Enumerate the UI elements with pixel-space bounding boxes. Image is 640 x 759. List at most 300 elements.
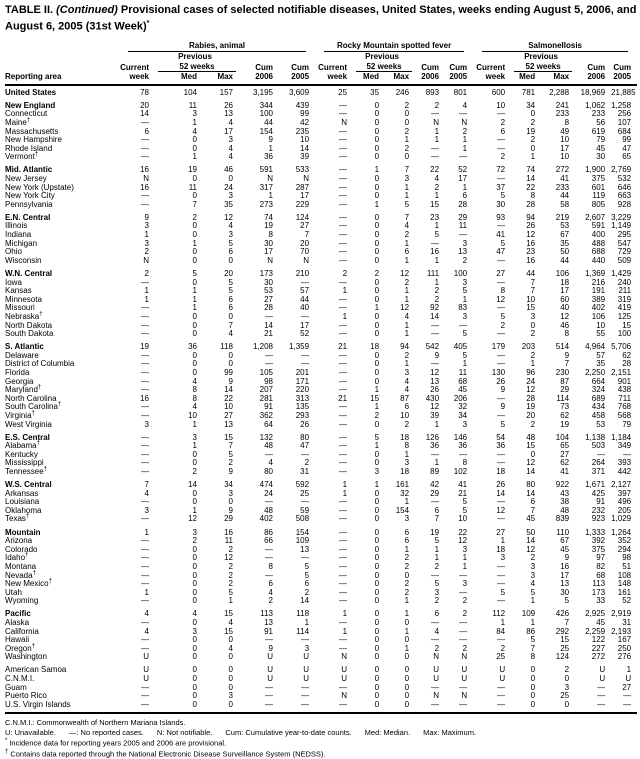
value-cell: 0 — [192, 247, 197, 257]
value-cell: 442 — [617, 467, 632, 476]
value-cell: 5 — [462, 350, 468, 360]
value-cell: N — [433, 117, 440, 127]
value-cell: 0 — [404, 652, 410, 662]
value-cell: 97 — [596, 553, 606, 563]
value-cell: 124 — [295, 212, 310, 222]
legend-not-notifiable: N: Not notifiable. — [156, 727, 213, 737]
value-cell: 16 — [224, 527, 233, 537]
value-cell: — — [339, 143, 348, 153]
value-cell: 2 — [462, 255, 468, 265]
value-cell: 405 — [453, 342, 468, 352]
value-cell: — — [497, 579, 506, 589]
table-row — [5, 490, 637, 499]
year-2006-label: 2006 — [575, 72, 611, 85]
value-cell: 2 — [268, 596, 273, 606]
value-cell: 0 — [404, 674, 410, 684]
value-cell: 0 — [228, 652, 233, 662]
value-cell: 154 — [259, 126, 273, 136]
value-cell: 272 — [555, 165, 570, 175]
value-cell: 2 — [564, 665, 570, 675]
value-cell: 2 — [462, 126, 468, 136]
value-cell: 48 — [264, 441, 273, 451]
value-cell: 27 — [264, 294, 273, 304]
value-cell: 18 — [496, 544, 506, 554]
table-row — [5, 468, 637, 477]
value-cell: U — [499, 674, 506, 684]
value-cell: 125 — [617, 311, 632, 321]
value-cell: 352 — [617, 536, 632, 546]
value-cell: 44 — [560, 191, 570, 201]
value-cell: — — [141, 191, 149, 201]
legend-max: Max: Maximum. — [423, 727, 477, 737]
value-cell: 0 — [228, 255, 233, 265]
value-cell: — — [339, 359, 348, 369]
value-cell: 25 — [300, 488, 310, 498]
value-cell: 35 — [370, 87, 380, 97]
value-cell: 10 — [300, 135, 310, 145]
value-cell: 4 — [462, 100, 468, 110]
value-cell: 5 — [404, 199, 410, 209]
value-cell: 7 — [304, 230, 310, 240]
current-label: Current — [120, 62, 149, 72]
cum-label: Cum — [449, 62, 468, 72]
value-cell: 1 — [404, 544, 410, 554]
value-cell: 1 — [374, 441, 380, 451]
value-cell: 14 — [526, 536, 536, 546]
value-cell: 362 — [259, 410, 273, 420]
value-cell: 14 — [526, 467, 536, 476]
reporting-area-cell: Kentucky — [5, 449, 38, 459]
value-cell: 839 — [555, 514, 570, 524]
reporting-area-cell: Georgia — [5, 376, 34, 386]
value-cell: 1 — [192, 441, 197, 451]
value-cell: 729 — [617, 247, 632, 257]
value-cell: 663 — [617, 191, 632, 201]
value-cell: 1 — [404, 497, 410, 507]
value-cell: 4 — [228, 143, 233, 153]
value-cell: 45 — [526, 514, 536, 524]
value-cell: 600 — [491, 87, 506, 97]
value-cell: 1 — [530, 152, 536, 162]
year-2005-label: 2005 — [445, 72, 473, 85]
reporting-area-cell: Oklahoma — [5, 505, 42, 515]
max-label: Max — [203, 72, 239, 85]
value-cell: — — [339, 544, 348, 554]
value-cell: — — [265, 359, 273, 369]
value-cell: 2,259 — [585, 626, 606, 636]
reporting-area-cell: Ohio — [5, 247, 22, 257]
value-cell: — — [339, 561, 348, 571]
value-cell: 0 — [228, 674, 233, 684]
value-cell: 272 — [591, 652, 606, 662]
reporting-area-cell: Colorado — [5, 544, 38, 554]
value-cell: 1 — [462, 359, 468, 369]
value-cell: 1 — [626, 665, 632, 675]
value-cell: — — [339, 350, 348, 360]
table-row — [5, 85, 637, 98]
value-cell: 1 — [434, 277, 440, 287]
value-cell: 62 — [560, 410, 570, 420]
table-row — [5, 606, 637, 619]
value-cell: 0 — [192, 596, 197, 606]
value-cell: 0 — [530, 674, 536, 684]
value-cell: 240 — [617, 277, 632, 287]
value-cell: 87 — [400, 393, 410, 403]
value-cell: 2,769 — [611, 165, 632, 175]
value-cell: 3 — [374, 467, 380, 476]
value-cell: 39 — [300, 152, 310, 162]
value-cell: 62 — [622, 350, 632, 360]
value-cell: 2 — [434, 643, 440, 653]
value-cell: 24 — [526, 376, 536, 386]
value-cell: 3 — [228, 135, 233, 145]
value-cell: 146 — [453, 432, 468, 442]
value-cell: 28 — [264, 303, 273, 313]
value-cell: — — [497, 691, 506, 701]
value-cell: 2 — [530, 553, 536, 563]
value-cell: 15 — [430, 199, 440, 209]
value-cell: 514 — [555, 342, 570, 352]
value-cell: 0 — [374, 652, 380, 662]
value-cell: 135 — [295, 402, 310, 412]
table-row — [5, 442, 637, 451]
value-cell: 0 — [192, 350, 197, 360]
value-cell: 74 — [264, 212, 273, 222]
table-row — [5, 662, 637, 675]
value-cell: — — [339, 385, 348, 395]
value-cell: 39 — [430, 410, 440, 420]
reporting-area-cell: Pennsylvania — [5, 199, 53, 209]
value-cell: 9 — [500, 402, 506, 412]
value-cell: 12 — [458, 536, 468, 546]
value-cell: 17 — [264, 247, 273, 257]
table-row — [5, 572, 637, 581]
value-cell: 15 — [370, 393, 380, 403]
value-cell: 27 — [300, 221, 310, 231]
table-row — [5, 477, 637, 490]
value-cell: 392 — [591, 536, 606, 546]
value-cell: 4 — [404, 376, 410, 386]
table-row — [5, 507, 637, 516]
value-cell: — — [339, 247, 348, 257]
table-row — [5, 175, 637, 184]
value-cell: 0 — [374, 367, 380, 377]
value-cell: 10 — [596, 320, 606, 330]
value-cell: 0 — [564, 699, 570, 709]
value-cell: 8 — [192, 393, 197, 403]
value-cell: 0 — [374, 117, 380, 127]
value-cell: 1 — [404, 286, 410, 296]
value-cell: 29 — [430, 488, 440, 498]
value-cell: 42 — [300, 117, 310, 127]
value-cell: — — [459, 230, 468, 240]
value-cell: 0 — [192, 255, 197, 265]
value-cell: 5 — [564, 596, 570, 606]
reporting-area-cell: Florida — [5, 367, 30, 377]
value-cell: 6 — [434, 505, 440, 515]
value-cell: 96 — [526, 367, 536, 377]
value-cell: 13 — [300, 544, 310, 554]
value-cell: U — [143, 665, 149, 675]
value-cell: 0 — [374, 359, 380, 369]
value-cell: 82 — [596, 561, 606, 571]
value-cell: 2 — [404, 561, 410, 571]
value-cell: 12 — [496, 294, 506, 304]
value-cell: 14 — [300, 143, 310, 153]
value-cell: 2,151 — [611, 367, 632, 377]
value-cell: — — [497, 135, 506, 145]
value-cell: 33 — [596, 596, 606, 606]
value-cell: 4 — [404, 221, 410, 231]
value-cell: U — [303, 665, 310, 675]
value-cell: 0 — [228, 635, 233, 645]
table-row — [5, 515, 637, 524]
value-cell: 2 — [500, 643, 506, 653]
value-cell: — — [141, 458, 149, 468]
value-cell: 205 — [617, 505, 632, 515]
value-cell: 5 — [500, 311, 506, 321]
previous-label: Previous — [365, 52, 399, 62]
value-cell: — — [339, 376, 348, 386]
value-cell: 16 — [430, 247, 440, 257]
value-cell: 0 — [192, 579, 197, 589]
legend-unavailable: U: Unavailable. — [5, 727, 56, 737]
reporting-area-cell: New England — [5, 100, 56, 110]
footnotes — [5, 718, 637, 759]
value-cell: — — [141, 699, 149, 709]
value-cell: 35 — [224, 199, 233, 209]
value-cell: — — [265, 691, 273, 701]
value-cell: 2 — [374, 268, 380, 278]
value-cell: 26 — [496, 480, 506, 490]
value-cell: 1 — [404, 329, 410, 339]
value-cell: 86 — [526, 626, 536, 636]
value-cell: 104 — [555, 432, 570, 442]
value-cell: 3,229 — [611, 212, 632, 222]
cum-label: Cum — [587, 62, 606, 72]
value-cell: 474 — [259, 480, 273, 490]
value-cell: 4 — [144, 609, 149, 619]
value-cell: 1 — [144, 230, 149, 240]
value-cell: 5,706 — [611, 342, 632, 352]
value-cell: 2 — [304, 458, 310, 468]
value-cell: 287 — [295, 182, 310, 192]
value-cell: 14 — [224, 385, 233, 395]
value-cell: 93 — [496, 212, 506, 222]
value-cell: 0 — [404, 570, 410, 580]
value-cell: 4 — [192, 609, 197, 619]
table-row — [5, 240, 637, 249]
value-cell: 0 — [530, 143, 536, 153]
value-cell: 4 — [530, 579, 536, 589]
value-cell: — — [141, 402, 149, 412]
value-cell: 7 — [530, 277, 536, 287]
value-cell: 2 — [434, 561, 440, 571]
value-cell: 1 — [192, 286, 197, 296]
value-cell: — — [339, 699, 348, 709]
table-row — [5, 580, 637, 589]
value-cell: — — [141, 152, 149, 162]
value-cell: 17 — [300, 191, 310, 201]
week-label: week — [473, 72, 511, 85]
table-row — [5, 128, 637, 137]
value-cell: — — [459, 587, 468, 597]
value-cell: — — [141, 536, 149, 546]
value-cell: 30 — [596, 152, 606, 162]
value-cell: 14 — [140, 109, 149, 119]
value-cell: 601 — [591, 182, 606, 192]
value-cell: 27 — [622, 682, 632, 692]
value-cell: 49 — [560, 126, 570, 136]
value-cell: 179 — [491, 342, 506, 352]
value-cell: 19 — [560, 419, 570, 429]
value-cell: 6 — [434, 609, 440, 619]
value-cell: 58 — [560, 199, 570, 209]
value-cell: 161 — [395, 480, 410, 490]
cum-label: Cum — [255, 62, 273, 72]
reporting-area-label: Reporting area — [5, 72, 62, 82]
value-cell: 7 — [228, 320, 233, 330]
value-cell: 220 — [295, 385, 310, 395]
table-row — [5, 554, 637, 563]
value-cell: 1 — [404, 238, 410, 248]
value-cell: 1 — [404, 182, 410, 192]
title-continued: (Continued) — [56, 4, 118, 16]
value-cell: 0 — [374, 247, 380, 257]
value-cell: — — [141, 376, 149, 386]
value-cell: 2 — [530, 350, 536, 360]
footnote-cnmi: C.N.M.I.: Commonwealth of Northern Mariana Islands. — [5, 718, 186, 728]
value-cell: 130 — [491, 367, 506, 377]
spacer — [415, 52, 445, 62]
value-cell: — — [497, 514, 506, 524]
value-cell: 46 — [224, 165, 233, 175]
value-cell: 1 — [342, 311, 348, 321]
value-cell: — — [141, 350, 149, 360]
value-cell: 0 — [374, 350, 380, 360]
value-cell: — — [339, 294, 348, 304]
table-row — [5, 279, 637, 288]
value-cell: 1 — [434, 255, 440, 265]
value-cell: 43 — [560, 488, 570, 498]
value-cell: 7 — [530, 505, 536, 515]
value-cell: 41 — [560, 174, 570, 183]
value-cell: 0 — [192, 691, 197, 701]
value-cell: 5 — [500, 587, 506, 597]
value-cell: 17 — [224, 126, 233, 136]
value-cell: 319 — [617, 294, 632, 304]
value-cell: 132 — [259, 432, 273, 442]
value-cell: 102 — [453, 467, 468, 476]
table-row — [5, 412, 637, 421]
value-cell: 53 — [560, 221, 570, 231]
value-cell: — — [497, 635, 506, 645]
value-cell: 0 — [374, 109, 380, 119]
year-2006-label: 2006 — [415, 72, 445, 85]
value-cell: 0 — [374, 643, 380, 653]
value-cell: — — [597, 699, 606, 709]
reporting-area-cell: District of Columbia — [5, 359, 75, 369]
value-cell: 1 — [404, 135, 410, 145]
value-cell: 0 — [374, 497, 380, 507]
value-cell: 2,288 — [549, 87, 570, 97]
value-cell: 0 — [374, 286, 380, 296]
value-cell: 8 — [530, 652, 536, 662]
value-cell: 113 — [592, 579, 606, 589]
value-cell: 28 — [622, 359, 632, 369]
value-cell: — — [301, 350, 310, 360]
value-cell: 1,359 — [289, 342, 310, 352]
reporting-area-cell: Minnesota — [5, 294, 42, 304]
value-cell: 21 — [338, 342, 348, 352]
value-cell: 2 — [404, 553, 410, 563]
value-cell: 4 — [434, 174, 440, 183]
spacer — [445, 52, 473, 62]
value-cell: 2 — [192, 467, 197, 476]
value-cell: 4 — [228, 329, 233, 339]
value-cell: 0 — [374, 682, 380, 692]
value-cell: 1 — [530, 618, 536, 627]
table-row — [5, 296, 637, 305]
value-cell: 64 — [264, 419, 273, 429]
value-cell: 4 — [144, 626, 149, 636]
value-cell: 12 — [526, 544, 536, 554]
value-cell: 5 — [462, 286, 468, 296]
value-cell: 161 — [617, 587, 632, 597]
value-cell: 10 — [224, 402, 233, 412]
value-cell: 14 — [526, 174, 536, 183]
value-cell: 47 — [496, 247, 506, 257]
value-cell: 12 — [188, 514, 197, 524]
disease-header-rmsf: Rocky Mountain spotted fever — [315, 41, 473, 53]
value-cell: 12 — [430, 402, 440, 412]
value-cell: 30 — [560, 587, 570, 597]
table-row — [5, 395, 637, 404]
value-cell: 3 — [462, 311, 468, 321]
value-cell: — — [141, 691, 149, 701]
value-cell: 53 — [596, 419, 606, 429]
value-cell: 2 — [500, 320, 506, 330]
value-cell: — — [497, 255, 506, 265]
value-cell: 89 — [430, 467, 440, 476]
table-row — [5, 692, 637, 701]
value-cell: 6 — [404, 536, 410, 546]
value-cell: — — [339, 419, 348, 429]
table-row — [5, 563, 637, 572]
value-cell: 15 — [224, 609, 233, 619]
value-cell: 7 — [228, 441, 233, 451]
value-cell: 0 — [374, 294, 380, 304]
value-cell: 2 — [404, 143, 410, 153]
value-cell: — — [497, 596, 506, 606]
value-cell: N — [143, 255, 149, 265]
value-cell: 0 — [374, 553, 380, 563]
value-cell: 1 — [530, 359, 536, 369]
value-cell: 2 — [304, 587, 310, 597]
value-cell: 4 — [192, 126, 197, 136]
value-cell: 28 — [458, 199, 468, 209]
value-cell: — — [339, 109, 348, 119]
value-cell: 2,925 — [585, 609, 606, 619]
reporting-area-cell: American Samoa — [5, 665, 67, 675]
value-cell: 2,127 — [611, 480, 632, 490]
value-cell: 0 — [192, 553, 197, 563]
value-cell: 15 — [622, 320, 632, 330]
value-cell: 0 — [404, 152, 410, 162]
value-cell: — — [141, 143, 149, 153]
value-cell: 109 — [295, 536, 310, 546]
value-cell: — — [339, 221, 348, 231]
